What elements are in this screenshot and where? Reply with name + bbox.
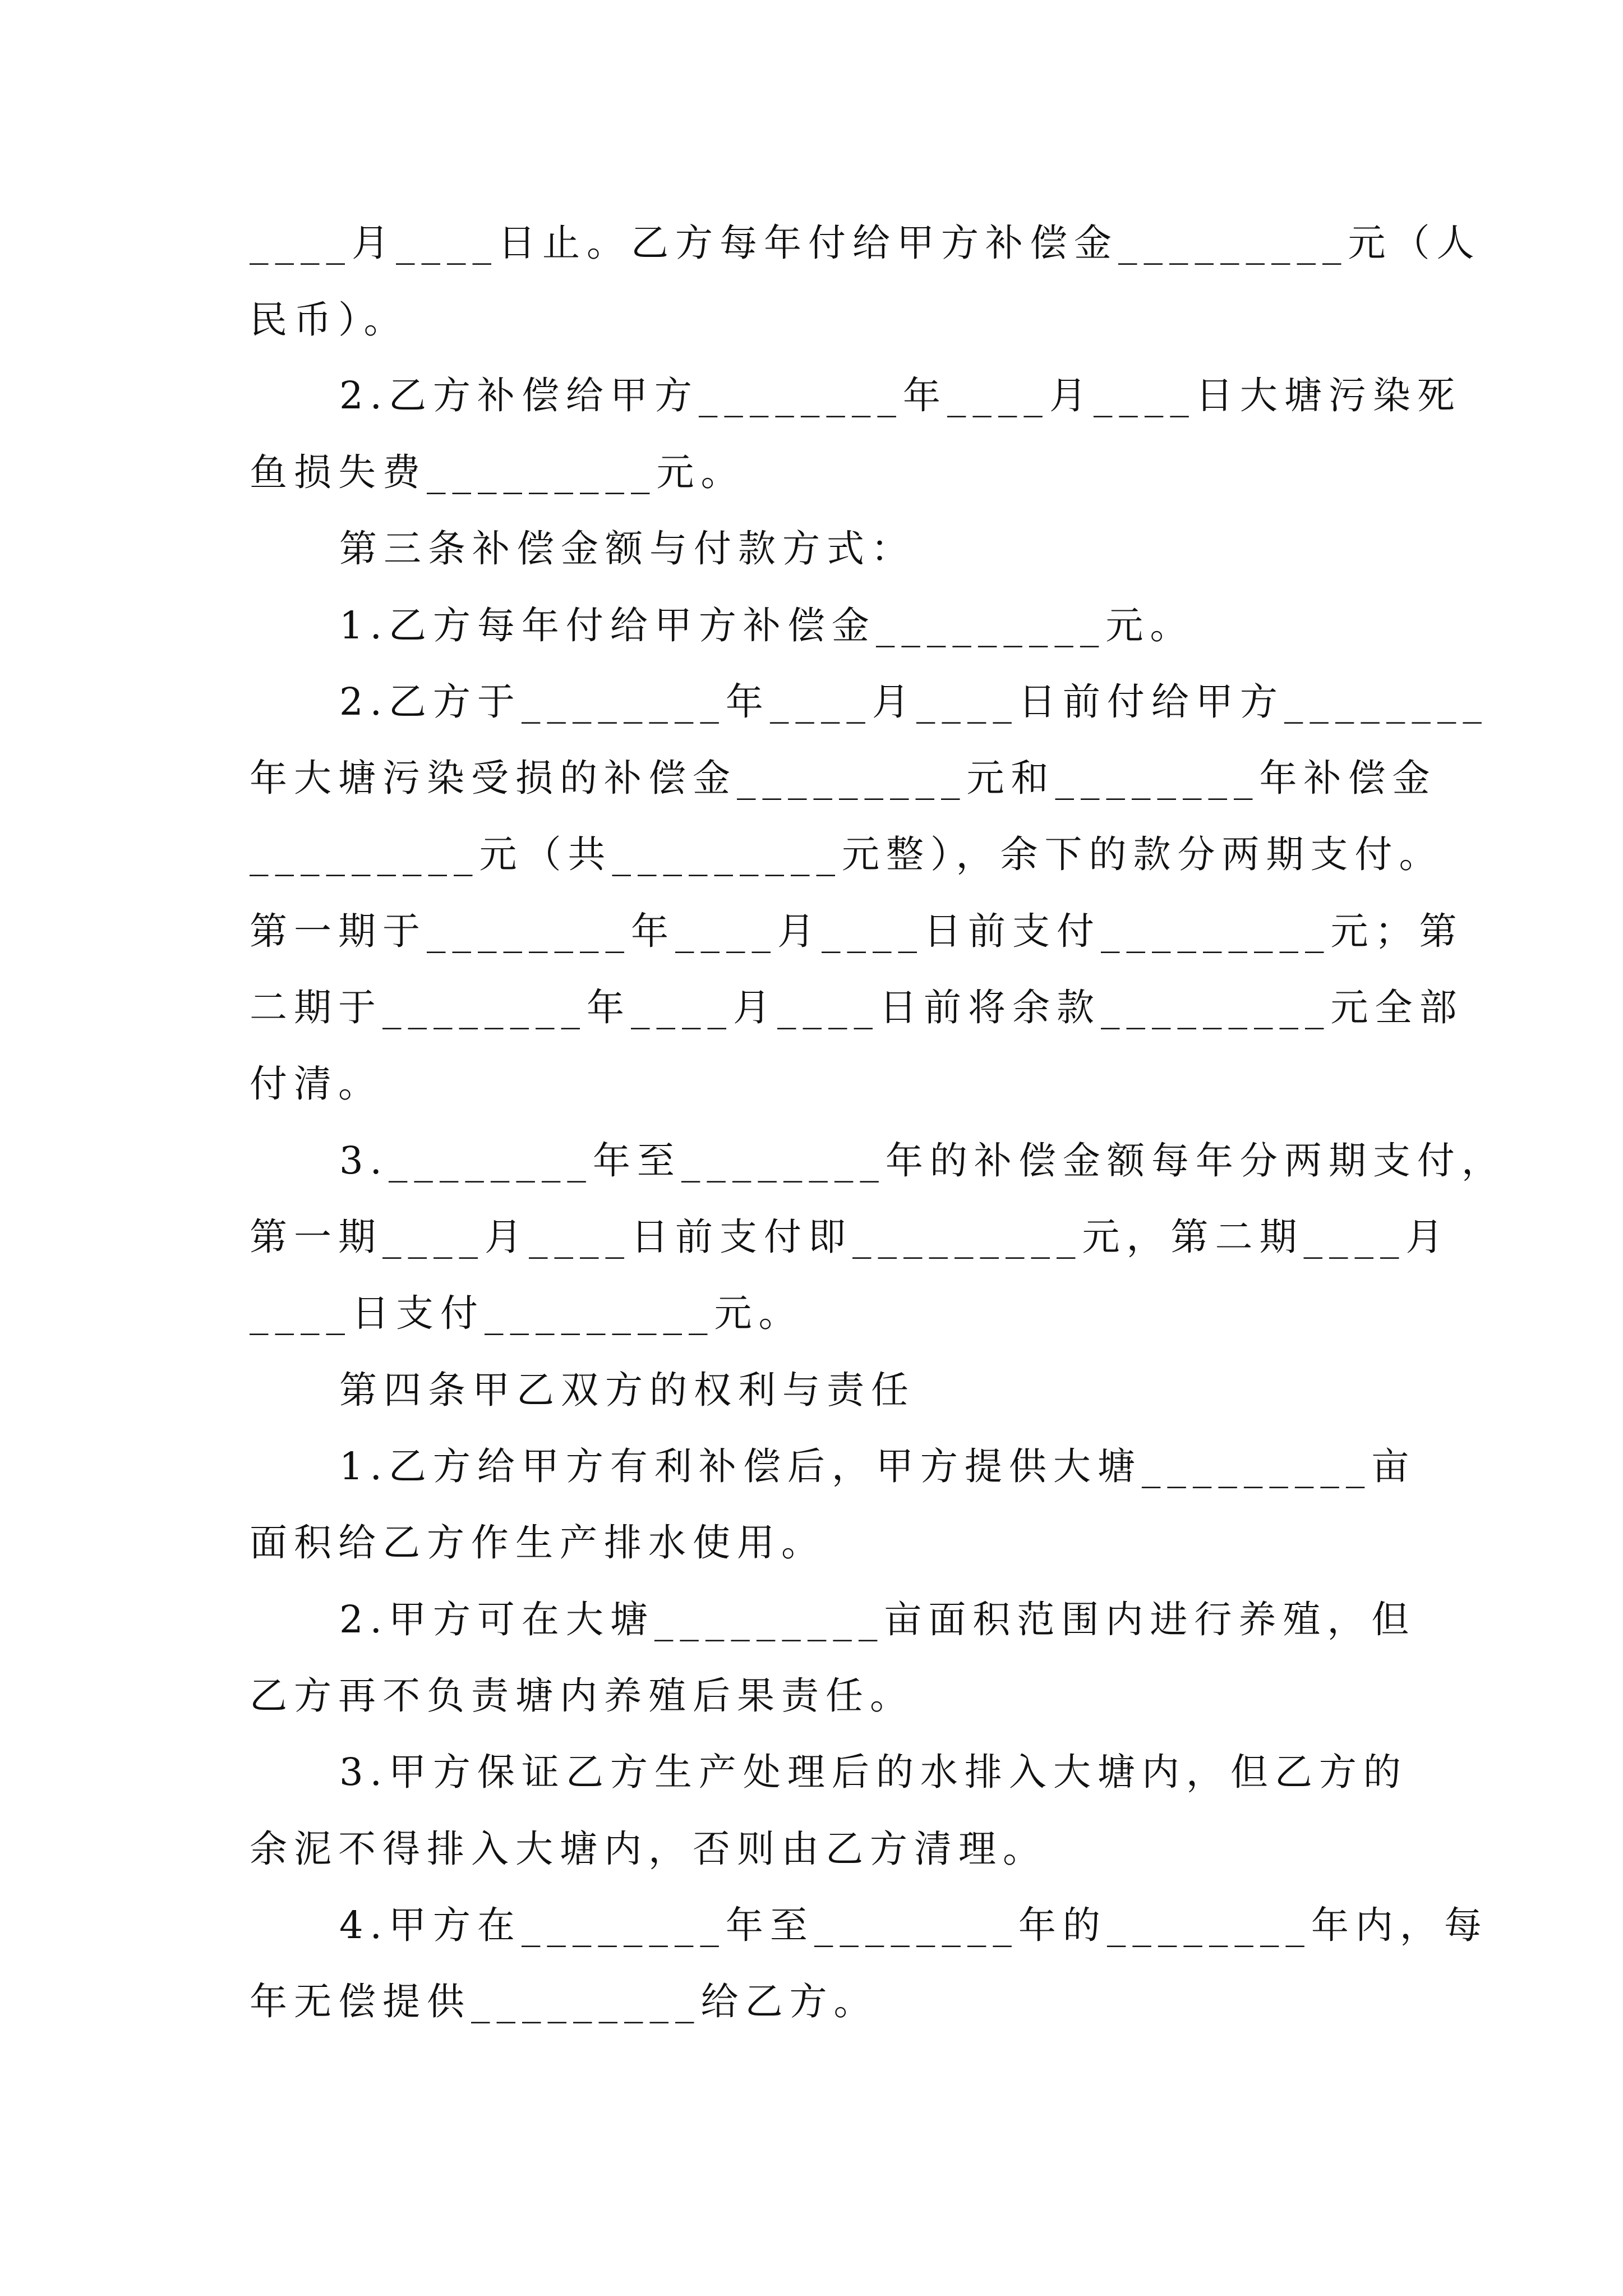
text-line: 2.乙方补偿给甲方________年____月____日大塘污染死 [339, 374, 1461, 417]
article-heading: 第三条补偿金额与付款方式： [339, 527, 915, 570]
text-line: 面积给乙方作生产排水使用。 [250, 1521, 826, 1565]
text-line: 3.________年至________年的补偿金额每年分两期支付， [339, 1139, 1506, 1182]
text-line: 第一期于________年____月____日前支付_________元；第 [250, 909, 1464, 953]
text-line: 付清。 [250, 1062, 382, 1106]
text-line: ____日支付_________元。 [250, 1291, 803, 1335]
text-line: _________元（共_________元整），余下的款分两期支付。 [250, 832, 1444, 876]
text-line: 余泥不得排入大塘内，否则由乙方清理。 [250, 1827, 1047, 1871]
text-line: 2.乙方于________年____月____日前付给甲方________ [339, 680, 1488, 724]
text-line: 第一期____月____日前支付即_________元，第二期____月 [250, 1215, 1450, 1259]
text-line: 1.乙方每年付给甲方补偿金_________元。 [339, 604, 1195, 647]
text-line: 年无偿提供_________给乙方。 [250, 1980, 878, 2023]
text-line: 乙方再不负责塘内养殖后果责任。 [250, 1674, 914, 1718]
text-line: 3.甲方保证乙方生产处理后的水排入大塘内，但乙方的 [339, 1750, 1408, 1794]
text-line: 年大塘污染受损的补偿金_________元和________年补偿金 [250, 756, 1437, 800]
article-heading: 第四条甲乙双方的权利与责任 [339, 1368, 915, 1412]
text-line: 1.乙方给甲方有利补偿后，甲方提供大塘_________亩 [339, 1444, 1416, 1488]
text-line: 二期于________年____月____日前将余款_________元全部 [250, 986, 1464, 1029]
text-line: 4.甲方在________年至________年的________年内，每 [339, 1903, 1488, 1947]
text-line: 鱼损失费_________元。 [250, 450, 745, 494]
text-line: 2.甲方可在大塘_________亩面积范围内进行养殖，但 [339, 1598, 1416, 1641]
text-line: ____月____日止。乙方每年付给甲方补偿金_________元（人 [250, 221, 1481, 265]
text-line: 民币）。 [250, 298, 408, 342]
